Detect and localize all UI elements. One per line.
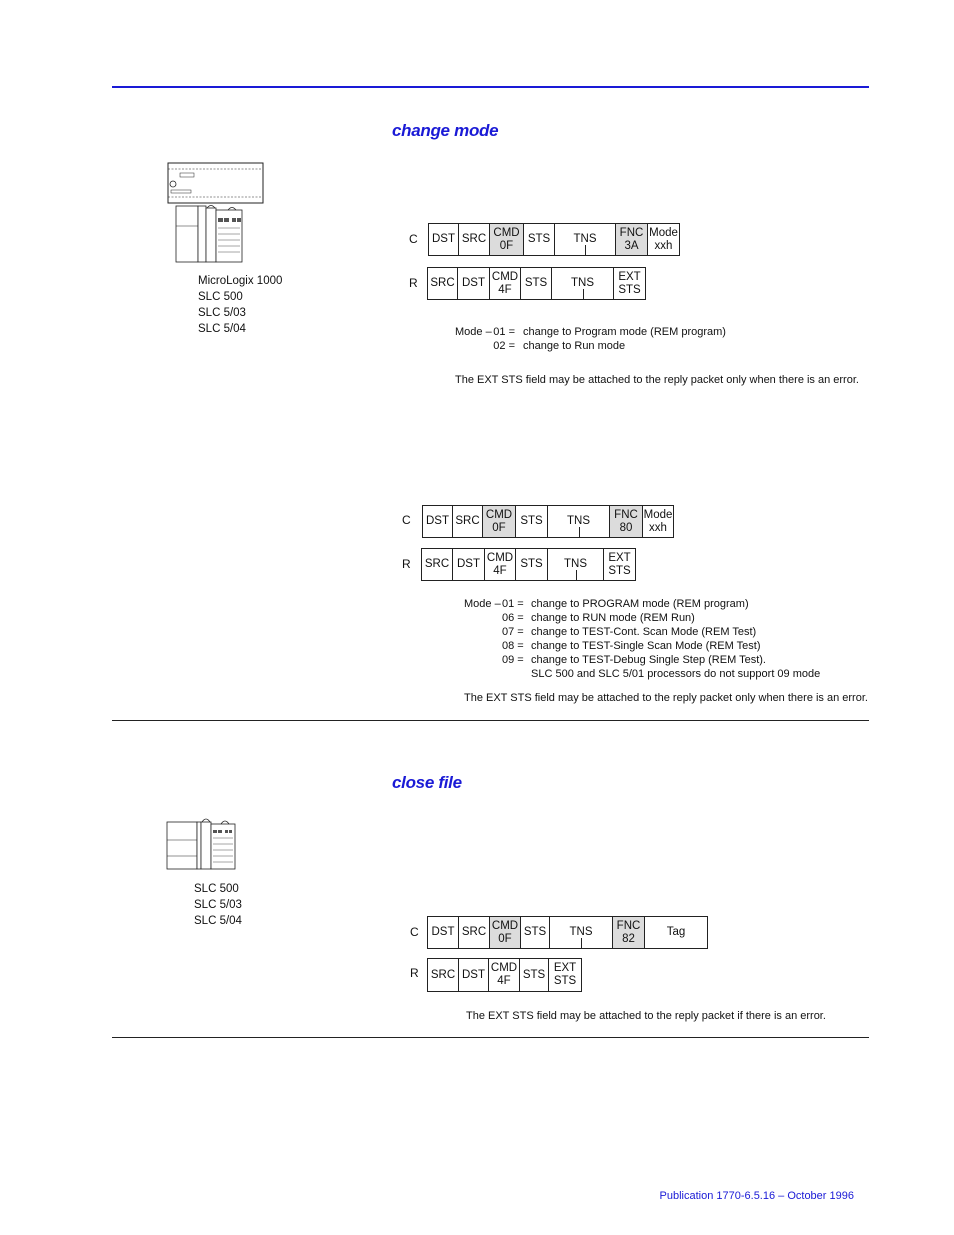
mode-code-table (464, 597, 820, 681)
field-label: STS (524, 277, 548, 289)
field-label: CMD (493, 226, 520, 239)
packet-field-src (422, 549, 453, 580)
mode-row (464, 625, 820, 639)
field-label: STS (527, 233, 551, 245)
processor-name: SLC 5/04 (198, 323, 246, 335)
packet-field-sts (521, 917, 550, 948)
field-label: Tag (666, 926, 686, 938)
byte-divider (581, 938, 582, 948)
reply-row-label: R (409, 276, 418, 290)
ext-sts-note: The EXT STS field may be attached to the reply packet only when there is an error. (455, 374, 859, 386)
field-value: xxh (649, 521, 667, 534)
packet-field-tns (548, 506, 610, 537)
field-label: FNC (616, 919, 641, 932)
field-label: CMD (491, 270, 519, 283)
mode-row (464, 597, 820, 611)
slc-illustration-icon (165, 812, 239, 872)
mode-code (502, 667, 523, 681)
packet-field-cmd (489, 959, 520, 991)
field-value: STS (553, 975, 577, 987)
field-label: TNS (573, 233, 597, 245)
ext-sts-note: The EXT STS field may be attached to the reply packet only when there is an error. (464, 692, 868, 704)
field-value: STS (608, 564, 631, 577)
command-packet (422, 505, 674, 538)
reply-packet (427, 267, 646, 300)
section-divider (112, 720, 869, 721)
packet-field-src (453, 506, 483, 537)
command-packet (427, 916, 708, 949)
packet-field-sts (516, 549, 548, 580)
field-value: 4F (493, 564, 507, 577)
mode-prefix (464, 667, 502, 681)
mode-description: change to PROGRAM mode (REM program) (531, 598, 749, 610)
packet-field-ext (604, 549, 635, 580)
mode-code-table (455, 325, 726, 353)
processor-list-close-file (194, 881, 242, 929)
command-row-label: C (410, 925, 419, 939)
field-label: TNS (564, 558, 587, 570)
packet-field-dst (459, 959, 489, 991)
packet-field-sts (520, 959, 549, 991)
mode-description: change to Program mode (REM program) (523, 326, 726, 338)
processor-name: MicroLogix 1000 (198, 275, 283, 287)
reply-packet (427, 958, 582, 992)
packet-field-tns (552, 268, 614, 299)
field-value: 4F (497, 975, 511, 987)
mode-description: change to TEST-Cont. Scan Mode (REM Test) (531, 626, 757, 638)
packet-field-src (428, 268, 458, 299)
processor-name: SLC 5/03 (198, 307, 246, 319)
packet-field-sts (521, 268, 552, 299)
packet-field-tag (645, 917, 707, 948)
mode-code: 06 = (502, 612, 524, 624)
reply-packet (421, 548, 636, 581)
field-label: DST (462, 277, 485, 289)
field-label: DST (432, 233, 455, 245)
ext-sts-note: The EXT STS field may be attached to the reply packet if there is an error. (466, 1010, 826, 1022)
mode-prefix (464, 625, 502, 639)
field-label: FNC (619, 226, 644, 239)
processor-name: SLC 500 (194, 883, 239, 895)
mode-description: change to RUN mode (REM Run) (531, 612, 695, 624)
packet-field-sts (516, 506, 548, 537)
packet-field-fnc (610, 506, 643, 537)
processor-name: SLC 5/04 (194, 915, 242, 927)
packet-field-src (428, 959, 459, 991)
field-value: 0F (498, 932, 512, 945)
field-label: TNS (569, 926, 593, 938)
field-value: 0F (499, 239, 514, 252)
mode-description: change to Run mode (523, 340, 626, 352)
field-label: EXT (618, 270, 641, 283)
byte-divider (585, 245, 586, 255)
packet-field-ext (549, 959, 581, 991)
packet-field-fnc (613, 917, 645, 948)
reply-row-label: R (410, 966, 419, 980)
field-label: SRC (430, 277, 455, 289)
mode-prefix: Mode – (464, 598, 501, 610)
packet-field-ext (614, 268, 645, 299)
field-label: SRC (461, 926, 487, 938)
section-title-close-file: close file (392, 773, 462, 792)
packet-field-tns (550, 917, 613, 948)
mode-code: 08 = (502, 640, 524, 652)
field-value: 80 (619, 521, 633, 534)
field-value: 82 (622, 932, 635, 945)
packet-field-cmd (483, 506, 516, 537)
field-label: FNC (614, 508, 638, 521)
command-row-label: C (409, 232, 418, 246)
field-label: SRC (455, 515, 480, 527)
mode-code: 09 = (502, 654, 524, 666)
mode-code: 01 = (493, 326, 515, 338)
field-value: 4F (498, 283, 512, 296)
mode-row (464, 653, 820, 667)
field-label: DST (462, 968, 485, 981)
field-label: CMD (491, 919, 519, 932)
packet-field-cmd (485, 549, 516, 580)
field-label: CMD (485, 508, 513, 521)
field-value: 0F (492, 521, 506, 534)
mode-code: 01 = (502, 598, 524, 610)
packet-field-cmd (490, 917, 521, 948)
packet-field-mode (648, 224, 679, 255)
packet-field-cmd (490, 224, 524, 255)
field-label: STS (523, 926, 547, 938)
field-label: DST (457, 558, 480, 570)
packet-field-dst (458, 268, 490, 299)
packet-field-src (459, 224, 490, 255)
mode-prefix (464, 653, 502, 667)
mode-row (464, 611, 820, 625)
packet-field-tns (555, 224, 616, 255)
field-value: 3A (624, 239, 639, 252)
field-label: CMD (486, 551, 514, 564)
byte-divider (579, 527, 580, 537)
mode-code: 07 = (502, 626, 524, 638)
field-label: STS (520, 558, 543, 570)
top-rule (112, 86, 869, 88)
mode-row (464, 639, 820, 653)
packet-field-mode (643, 506, 673, 537)
field-label: SRC (430, 968, 456, 981)
field-label: SRC (461, 233, 487, 245)
byte-divider (583, 289, 584, 299)
mode-description: change to TEST-Single Scan Mode (REM Test) (531, 640, 761, 652)
packet-field-dst (423, 506, 453, 537)
mode-description: SLC 500 and SLC 5/01 processors do not support 09 mode (531, 668, 821, 680)
reply-row-label: R (402, 557, 411, 571)
processor-name: SLC 5/03 (194, 899, 242, 911)
packet-field-tns (548, 549, 604, 580)
mode-description: change to TEST-Debug Single Step (REM Test). (531, 654, 766, 666)
publication-footer: Publication 1770-6.5.16 – October 1996 (659, 1190, 854, 1202)
command-packet (428, 223, 680, 256)
field-value: STS (618, 283, 641, 296)
mode-code: 02 = (493, 340, 515, 352)
field-label: EXT (553, 962, 577, 974)
section-divider (112, 1037, 869, 1038)
packet-field-dst (453, 549, 485, 580)
packet-field-dst (429, 224, 459, 255)
command-row-label: C (402, 513, 411, 527)
field-label: STS (520, 515, 543, 527)
mode-prefix (455, 339, 493, 353)
packet-field-sts (524, 224, 555, 255)
field-label: Mode (649, 226, 678, 239)
packet-field-src (459, 917, 490, 948)
mode-prefix (464, 611, 502, 625)
processor-list-change-mode (198, 273, 282, 337)
field-label: DST (426, 515, 449, 527)
field-label: CMD (490, 962, 518, 974)
mode-row (455, 339, 726, 353)
field-label: STS (522, 968, 546, 981)
byte-divider (576, 570, 577, 580)
processor-illustration-icon (166, 160, 266, 265)
field-label: DST (431, 926, 455, 938)
packet-field-cmd (490, 268, 521, 299)
mode-row (455, 325, 726, 339)
mode-prefix: Mode – (455, 326, 492, 338)
processor-name: SLC 500 (198, 291, 243, 303)
field-label: TNS (567, 515, 590, 527)
field-value: xxh (654, 239, 673, 252)
mode-row (464, 667, 820, 681)
field-label: SRC (424, 558, 450, 570)
field-label: TNS (571, 277, 594, 289)
packet-field-dst (428, 917, 459, 948)
section-title-change-mode: change mode (392, 121, 499, 140)
field-label: EXT (608, 551, 631, 564)
packet-field-fnc (616, 224, 648, 255)
mode-prefix (464, 639, 502, 653)
field-label: Mode (643, 508, 673, 521)
